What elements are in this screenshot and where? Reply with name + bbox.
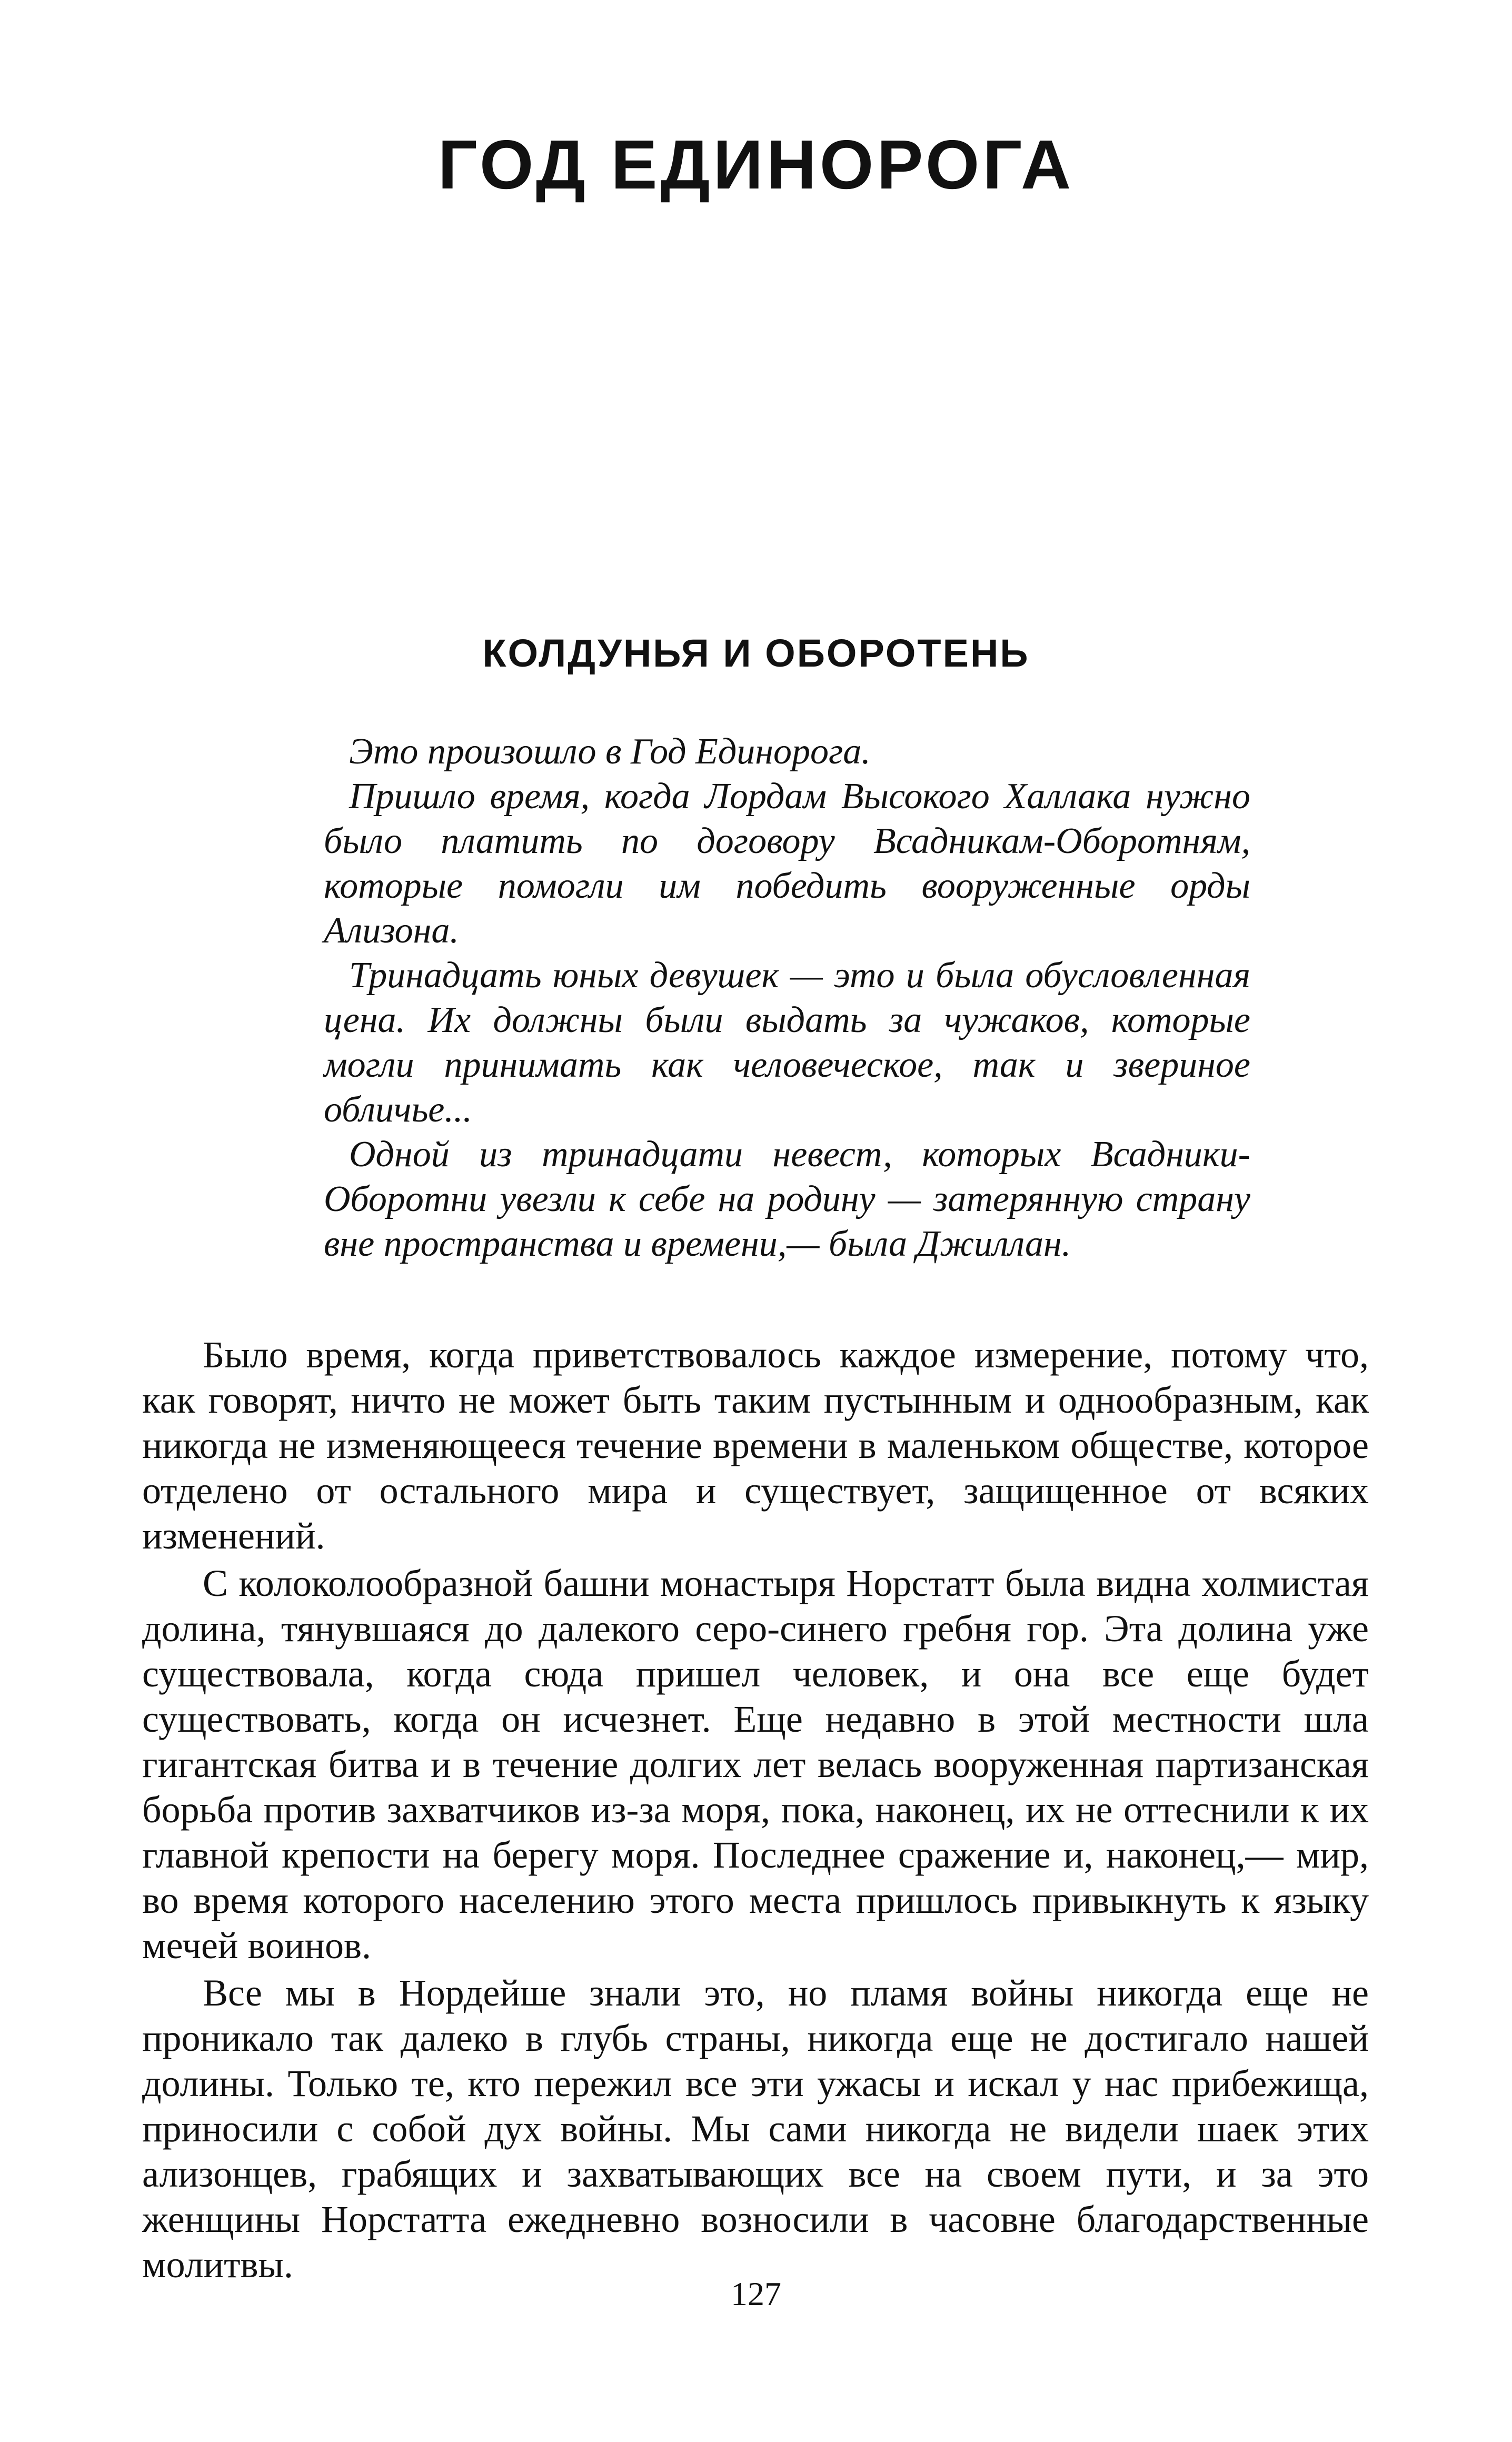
epigraph-paragraph: Одной из тринадцати невест, которых Всадники-Оборотни увезли к себе на родину — затерянную страну вне пространства и времени,— была Джиллан. <box>324 1134 1250 1264</box>
epigraph-paragraph: Тринадцать юных девушек — это и была обусловленная цена. Их должны были выдать за чужаков, которые могли принимать как человеческое, так и звериное обличье... <box>324 955 1250 1130</box>
body-text <box>142 1332 1369 2289</box>
body-paragraph: С колоколообразной башни монастыря Норстатт была видна холмистая долина, тянувшаяся до далекого серо-синего гребня гор. Эта долина уже существовала, когда сюда пришел человек, и она все еще будет существовать, когда он исчезнет. Еще недавно в этой местности шла гигантская битва и в течение долгих лет велась вооруженная партизанская борьба против захватчиков из-за моря, пока, наконец, их не оттеснили к их главной крепости на берегу моря. Последнее сражение и, наконец,— мир, во время которого населению этого места пришлось привыкнуть к языку мечей воинов. <box>142 1562 1369 1967</box>
epigraph-paragraph: Пришло время, когда Лордам Высокого Халлака нужно было платить по договору Всадникам-Оборотням, которые помогли им победить вооруженные орды Ализона. <box>324 776 1250 951</box>
body-paragraph: Все мы в Нордейше знали это, но пламя войны никогда еще не проникало так далеко в глубь страны, никогда еще не достигало нашей долины. Только те, кто пережил все эти ужасы и искал у нас прибежища, приносили с собой дух войны. Мы сами никогда не видели шаек этих ализонцев, грабящих и захватывающих все на своем пути, и за это женщины Норстатта ежедневно возносили в часовне благодарственные молитвы. <box>142 1972 1369 2286</box>
book-title: ГОД ЕДИНОРОГА <box>437 126 1075 203</box>
chapter-title: КОЛДУНЬЯ И ОБОРОТЕНЬ <box>482 631 1030 675</box>
page-number: 127 <box>731 2275 781 2312</box>
epigraph <box>324 729 1250 1266</box>
body-paragraph: Было время, когда приветствовалось каждое измерение, потому что, как говорят, ничто не может быть таким пустынным и однообразным, как никогда не изменяющееся течение времени в маленьком обществе, которое отделено от остального мира и существует, защищенное от всяких изменений. <box>142 1334 1369 1557</box>
epigraph-paragraph: Это произошло в Год Единорога. <box>349 731 871 772</box>
